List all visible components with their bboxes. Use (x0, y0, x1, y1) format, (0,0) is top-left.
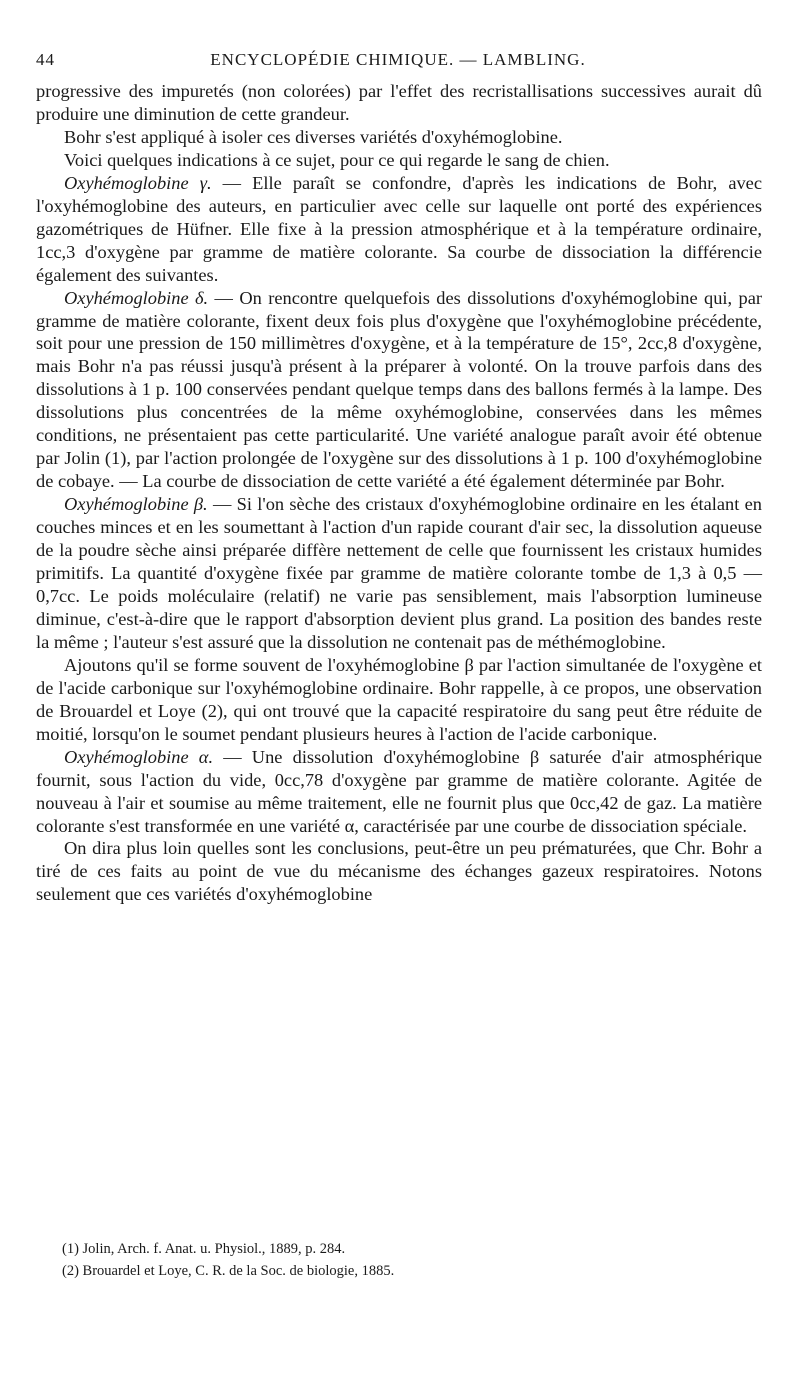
paragraph: On dira plus loin quelles sont les conclusions, peut-être un peu prématurées, que Chr. Bohr a tiré de ces faits au point de vue du mécanisme des échanges gazeux respiratoires. Notons seulement que ces variétés d'oxyhémoglobine (36, 838, 762, 905)
paragraph: Ajoutons qu'il se forme souvent de l'oxyhémoglobine β par l'action simultanée de l'oxygène et de l'acide carbonique sur l'oxyhémoglobine ordinaire. Bohr rappelle, à ce propos, une observation de Brouardel et Loye (2), qui ont trouvé que la capacité respiratoire du sang peut être réduite de moitié, lorsqu'on le soumet pendant plusieurs heures à l'action de l'acide carbonique. (36, 654, 762, 744)
paragraph: Oxyhémoglobine β. — Si l'on sèche des cristaux d'oxyhémoglobine ordinaire en les étalant en couches minces et en les soumettant à l'action d'un rapide courant d'air sec, la dissolution aqueuse de la poudre sèche ainsi préparée diffère nettement de celle que fournissent les cristaux humides primitifs. La quantité d'oxygène fixée par gramme de matière colorante tombe de 1,3 à 0,5 — 0,7cc. Le poids moléculaire (relatif) ne varie pas sensiblement, mais l'absorption lumineuse diminue, c'est-à-dire que le rapport d'absorption devient plus grand. La position des bandes reste la même ; l'auteur s'est assuré que la dissolution ne contenait pas de méthémoglobine. (36, 494, 763, 652)
paragraph: Voici quelques indications à ce sujet, pour ce qui regarde le sang de chien. (64, 149, 610, 170)
paragraph: progressive des impuretés (non colorées) par l'effet des recristallisations successives aurait dû produire une diminution de cette grandeur. (36, 81, 762, 124)
section-title: Oxyhémoglobine β. (64, 494, 208, 515)
paragraph: Oxyhémoglobine γ. — Elle paraît se confondre, d'après les indications de Bohr, avec l'oxyhémoglobine des auteurs, en particulier avec celle sur laquelle ont porté des expériences gazométriques de Hüfner. Elle fixe à la pression atmosphérique et à la température ordinaire, 1cc,3 d'oxygène par gramme de matière colorante. Sa courbe de dissociation la différencie également des suivantes. (36, 172, 762, 285)
paragraph: Bohr s'est appliqué à isoler ces diverses variétés d'oxyhémoglobine. (64, 126, 563, 147)
section-title: Oxyhémoglobine α. (64, 746, 214, 767)
paragraph: Oxyhémoglobine α. — Une dissolution d'oxyhémoglobine β saturée d'air atmosphérique fournit, sous l'action du vide, 0cc,78 d'oxygène par gramme de matière colorante. Agitée de nouveau à l'air et soumise au même traitement, elle ne fournit plus que 0cc,42 de gaz. La matière colorante s'est transformée en une variété α, caractérisée par une courbe de dissociation spéciale. (36, 746, 763, 836)
footnote: (2) Brouardel et Loye, C. R. de la Soc. de biologie, 1885. (62, 1263, 395, 1279)
section-title: Oxyhémoglobine δ. (64, 287, 209, 308)
body-text (36, 80, 762, 906)
running-title: ENCYCLOPÉDIE CHIMIQUE. — LAMBLING. (210, 50, 586, 69)
footnotes (62, 1238, 762, 1282)
running-header (36, 50, 760, 78)
page-number: 44 (36, 50, 55, 69)
footnote: (1) Jolin, Arch. f. Anat. u. Physiol., 1889, p. 284. (62, 1241, 346, 1257)
section-title: Oxyhémoglobine γ. (64, 172, 212, 193)
paragraph: Oxyhémoglobine δ. — On rencontre quelquefois des dissolutions d'oxyhémoglobine qui, par gramme de matière colorante, fixent deux fois plus d'oxygène que l'oxyhémoglobine précédente, soit pour une pression de 150 millimètres d'oxygène, et à la température de 15°, 2cc,8 d'oxygène, mais Bohr n'a pas réussi jusqu'à présent à la préparer à volonté. On la trouve parfois dans des dissolutions à 1 p. 100 conservées pendant quelque temps dans des ballons fermés à la lampe. Des dissolutions plus concentrées de la même oxyhémoglobine, conservées dans les mêmes conditions, ne présentaient pas cette particularité. Une variété analogue paraît avoir été obtenue par Jolin (1), par l'action prolongée de l'oxygène sur des dissolutions à 1 p. 100 d'oxyhémoglobine de cobaye. — La courbe de dissociation de cette variété a été également déterminée par Bohr. (36, 287, 762, 492)
